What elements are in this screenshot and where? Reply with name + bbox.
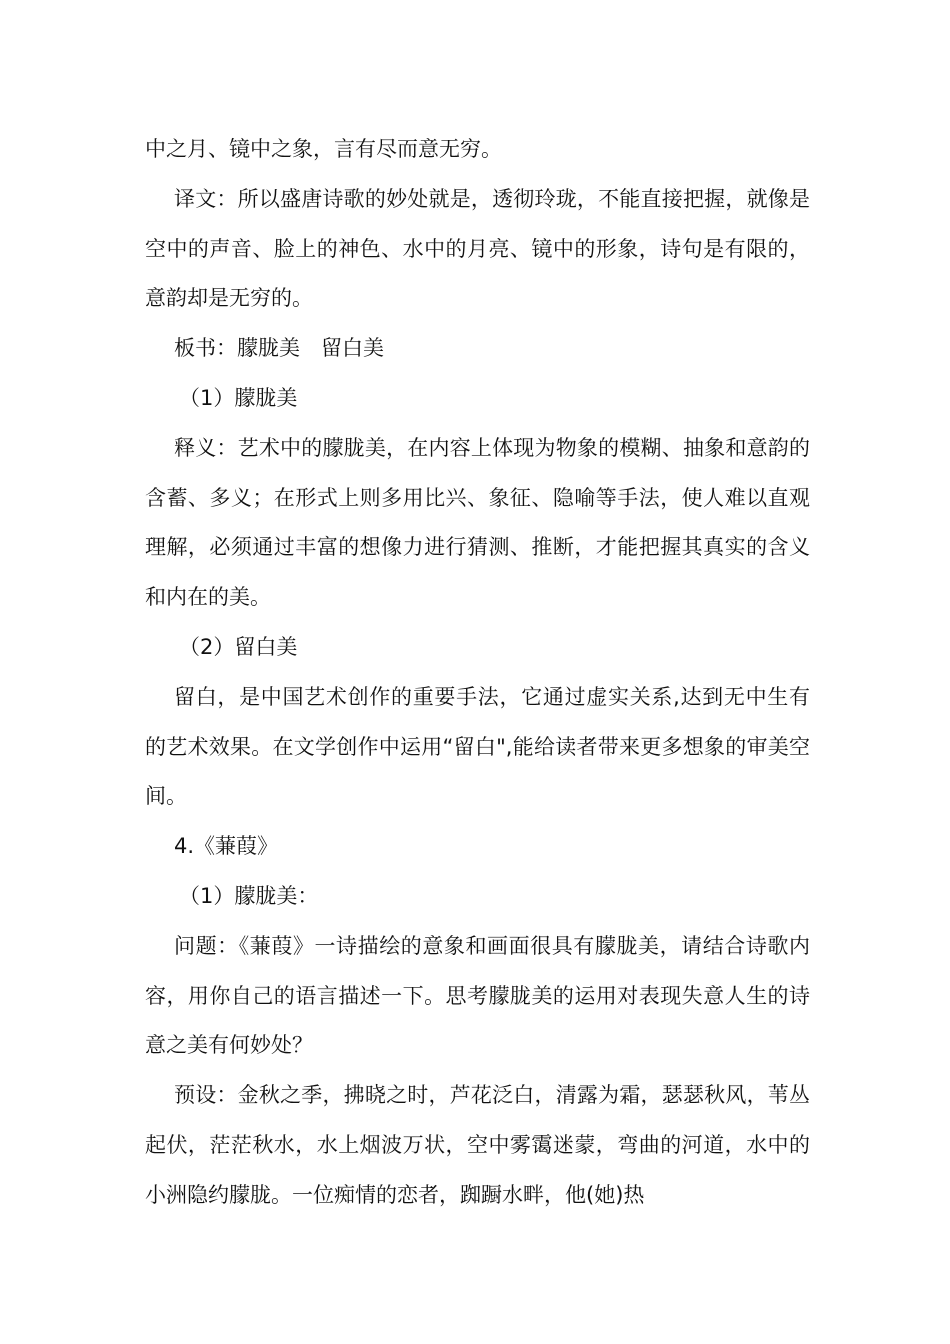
- paragraph-question: 问题：《蒹葭》一诗描绘的意象和画面很具有朦胧美，请结合诗歌内容，用你自己的语言描述一下。思考朦胧美的运用对表现失意人生的诗意之美有何妙处？: [145, 933, 810, 1058]
- paragraph-translation: 译文：所以盛唐诗歌的妙处就是，透彻玲珑，不能直接把握，就像是空中的声音、脸上的神色、水中的月亮、镜中的形象，诗句是有限的，意韵却是无穷的。: [145, 186, 810, 311]
- section-heading-jianjia: 4.《蒹葭》: [174, 834, 279, 859]
- paragraph-preset-answer: 预设：金秋之季，拂晓之时，芦花泛白，清露为霜，瑟瑟秋风，苇丛起伏，茫茫秋水，水上烟波万状，空中雾霭迷蒙，弯曲的河道，水中的小洲隐约朦胧。一位痴情的恋者，踟蹰水畔，他(她)热: [145, 1083, 810, 1207]
- paragraph-board-notes: 板书：朦胧美 留白美: [174, 336, 384, 361]
- subheading-blank-space: （2）留白美: [179, 634, 298, 659]
- body-text: [145, 125, 810, 1221]
- subheading-haziness: （1）朦胧美: [179, 385, 298, 410]
- paragraph-continuation: 中之月、镜中之象，言有尽而意无穷。: [145, 137, 502, 161]
- paragraph-haziness-definition: 释义：艺术中的朦胧美，在内容上体现为物象的模糊、抽象和意韵的含蓄、多义；在形式上则多用比兴、象征、隐喻等手法，使人难以直观理解，必须通过丰富的想像力进行猜测、推断，才能把握其真实的含义和内在的美。: [145, 435, 810, 610]
- subheading-haziness-jianjia: （1）朦胧美：: [179, 883, 319, 908]
- paragraph-blank-space: 留白，是中国艺术创作的重要手法，它通过虚实关系,达到无中生有的艺术效果。在文学创作中运用“留白",能给读者带来更多想象的审美空间。: [145, 684, 810, 809]
